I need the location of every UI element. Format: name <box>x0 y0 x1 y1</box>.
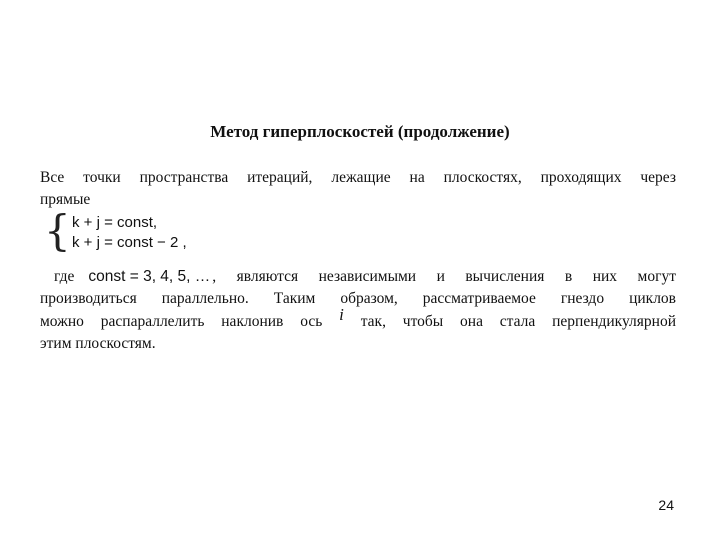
curly-brace-icon: { <box>44 206 71 255</box>
paragraph-intro-line-2: прямые <box>40 191 91 208</box>
paragraph-conclusion-line-1-rest: , являются независимыми и вычисления в них могут <box>212 268 676 285</box>
where-word: где <box>54 268 75 285</box>
paragraph-conclusion-line-2: производиться параллельно. Таким образом, рассматриваемое гнездо циклов <box>40 290 676 307</box>
slide-title: Метод гиперплоскостей (продолжение) <box>210 122 510 141</box>
paragraph-conclusion-line-1 <box>40 266 676 288</box>
equation-1: k + j = const, <box>72 214 158 231</box>
line-3-part-a: можно распараллелить наклонив ось <box>40 313 323 330</box>
paragraph-conclusion-line-4: этим плоскостям. <box>40 335 156 352</box>
paragraph-intro <box>40 167 676 211</box>
axis-variable: i <box>339 305 344 324</box>
paragraph-conclusion-line-3 <box>40 305 677 333</box>
line-3-part-b: так, чтобы она стала перпендикулярной <box>360 313 677 330</box>
paragraph-conclusion <box>40 266 676 355</box>
page-number: 24 <box>658 497 674 513</box>
paragraph-intro-line-1: Все точки пространства итераций, лежащие на плоскостях, проходящих через <box>40 169 676 186</box>
const-values: const = 3, 4, 5, … <box>88 268 211 285</box>
equation-2: k + j = const − 2 , <box>72 234 187 251</box>
